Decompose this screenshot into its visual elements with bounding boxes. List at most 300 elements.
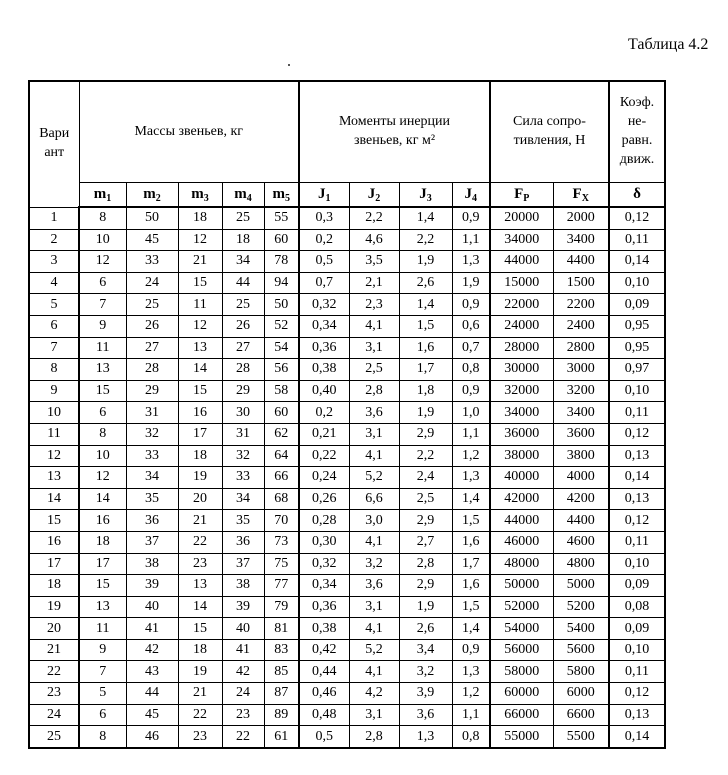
symbol-subscript: 3 <box>426 193 432 204</box>
value-cell: 75 <box>264 553 299 575</box>
value-cell: 5600 <box>553 639 609 661</box>
value-cell: 0,22 <box>299 445 349 467</box>
value-cell: 31 <box>222 423 264 445</box>
value-cell: 25 <box>126 294 178 316</box>
value-cell: 4800 <box>553 553 609 575</box>
value-cell: 9 <box>79 639 126 661</box>
value-cell: 0,14 <box>609 251 665 273</box>
value-cell: 38000 <box>490 445 553 467</box>
value-cell: 8 <box>79 423 126 445</box>
value-cell: 21 <box>178 510 222 532</box>
value-cell: 27 <box>126 337 178 359</box>
value-cell: 6 <box>79 704 126 726</box>
value-cell: 42000 <box>490 488 553 510</box>
value-cell: 22 <box>178 704 222 726</box>
value-cell: 0,34 <box>299 315 349 337</box>
table-row <box>29 683 665 705</box>
value-cell: 0,10 <box>609 553 665 575</box>
value-cell: 1,2 <box>452 683 490 705</box>
value-cell: 15 <box>79 575 126 597</box>
value-cell: 3,6 <box>349 402 399 424</box>
value-cell: 14 <box>79 488 126 510</box>
parameters-table <box>28 80 666 749</box>
value-cell: 64 <box>264 445 299 467</box>
variant-cell: 2 <box>29 229 79 251</box>
value-cell: 2,9 <box>399 575 452 597</box>
value-cell: 1,4 <box>399 207 452 229</box>
value-cell: 2,6 <box>399 618 452 640</box>
value-cell: 15000 <box>490 272 553 294</box>
header-symbol <box>222 183 264 208</box>
value-cell: 1,9 <box>399 402 452 424</box>
value-cell: 79 <box>264 596 299 618</box>
value-cell: 0,11 <box>609 661 665 683</box>
symbol-base: m <box>143 186 156 202</box>
header-inertia: Моменты инерции звеньев, кг м² <box>299 81 490 183</box>
value-cell: 0,12 <box>609 510 665 532</box>
value-cell: 24000 <box>490 315 553 337</box>
value-cell: 1,5 <box>452 596 490 618</box>
value-cell: 17 <box>178 423 222 445</box>
value-cell: 0,12 <box>609 683 665 705</box>
table-row <box>29 423 665 445</box>
value-cell: 0,36 <box>299 337 349 359</box>
value-cell: 0,38 <box>299 359 349 381</box>
value-cell: 1,6 <box>399 337 452 359</box>
symbol-base: m <box>191 186 204 202</box>
value-cell: 0,42 <box>299 639 349 661</box>
value-cell: 3,4 <box>399 639 452 661</box>
value-cell: 3200 <box>553 380 609 402</box>
value-cell: 11 <box>178 294 222 316</box>
variant-cell: 4 <box>29 272 79 294</box>
symbol-base: m <box>93 186 107 202</box>
value-cell: 46 <box>126 726 178 748</box>
variant-cell: 14 <box>29 488 79 510</box>
table-row <box>29 207 665 229</box>
value-cell: 28 <box>126 359 178 381</box>
symbol-subscript: P <box>523 193 530 204</box>
table-row <box>29 294 665 316</box>
value-cell: 0,46 <box>299 683 349 705</box>
value-cell: 30000 <box>490 359 553 381</box>
value-cell: 2000 <box>553 207 609 229</box>
value-cell: 78 <box>264 251 299 273</box>
value-cell: 1500 <box>553 272 609 294</box>
value-cell: 2200 <box>553 294 609 316</box>
value-cell: 34 <box>222 251 264 273</box>
value-cell: 0,9 <box>452 294 490 316</box>
value-cell: 87 <box>264 683 299 705</box>
value-cell: 0,95 <box>609 315 665 337</box>
value-cell: 12 <box>79 251 126 273</box>
value-cell: 0,12 <box>609 423 665 445</box>
header-row-groups <box>29 81 665 183</box>
value-cell: 8 <box>79 726 126 748</box>
header-row-symbols <box>29 183 665 208</box>
header-symbol <box>609 183 665 208</box>
header-coef: Коэф. не- равн. движ. <box>609 81 665 183</box>
value-cell: 13 <box>79 359 126 381</box>
value-cell: 6 <box>79 402 126 424</box>
value-cell: 12 <box>178 315 222 337</box>
value-cell: 4000 <box>553 467 609 489</box>
symbol-base: m <box>272 186 285 202</box>
value-cell: 2,8 <box>349 726 399 748</box>
value-cell: 0,36 <box>299 596 349 618</box>
value-cell: 3,6 <box>349 575 399 597</box>
value-cell: 2,2 <box>399 229 452 251</box>
value-cell: 2,8 <box>399 553 452 575</box>
variant-cell: 15 <box>29 510 79 532</box>
header-symbol <box>399 183 452 208</box>
value-cell: 1,9 <box>452 272 490 294</box>
value-cell: 52000 <box>490 596 553 618</box>
value-cell: 1,4 <box>399 294 452 316</box>
variant-cell: 17 <box>29 553 79 575</box>
value-cell: 3,2 <box>349 553 399 575</box>
symbol-subscript: 2 <box>375 193 381 204</box>
table-row <box>29 661 665 683</box>
value-cell: 0,12 <box>609 207 665 229</box>
value-cell: 48000 <box>490 553 553 575</box>
value-cell: 18 <box>178 445 222 467</box>
value-cell: 5500 <box>553 726 609 748</box>
value-cell: 1,3 <box>399 726 452 748</box>
value-cell: 70 <box>264 510 299 532</box>
value-cell: 3400 <box>553 402 609 424</box>
header-symbol <box>349 183 399 208</box>
value-cell: 6,6 <box>349 488 399 510</box>
value-cell: 66000 <box>490 704 553 726</box>
header-symbol <box>264 183 299 208</box>
value-cell: 0,9 <box>452 207 490 229</box>
header-symbol <box>452 183 490 208</box>
value-cell: 0,14 <box>609 467 665 489</box>
value-cell: 1,0 <box>452 402 490 424</box>
value-cell: 25 <box>222 294 264 316</box>
value-cell: 36000 <box>490 423 553 445</box>
symbol-subscript: 1 <box>106 193 112 204</box>
value-cell: 14 <box>178 596 222 618</box>
value-cell: 41 <box>126 618 178 640</box>
table-row <box>29 726 665 748</box>
value-cell: 5800 <box>553 661 609 683</box>
value-cell: 43 <box>126 661 178 683</box>
value-cell: 0,2 <box>299 402 349 424</box>
value-cell: 38 <box>222 575 264 597</box>
value-cell: 34000 <box>490 229 553 251</box>
value-cell: 56000 <box>490 639 553 661</box>
value-cell: 0,10 <box>609 639 665 661</box>
value-cell: 15 <box>178 618 222 640</box>
value-cell: 0,5 <box>299 726 349 748</box>
header-symbol <box>79 183 126 208</box>
value-cell: 41 <box>222 639 264 661</box>
value-cell: 94 <box>264 272 299 294</box>
value-cell: 18 <box>79 531 126 553</box>
header-symbol <box>490 183 553 208</box>
value-cell: 23 <box>222 704 264 726</box>
variant-cell: 25 <box>29 726 79 748</box>
value-cell: 38 <box>126 553 178 575</box>
value-cell: 28000 <box>490 337 553 359</box>
symbol-base: J <box>464 186 472 202</box>
value-cell: 3,1 <box>349 704 399 726</box>
value-cell: 73 <box>264 531 299 553</box>
value-cell: 16 <box>178 402 222 424</box>
value-cell: 5200 <box>553 596 609 618</box>
value-cell: 3600 <box>553 423 609 445</box>
value-cell: 60 <box>264 229 299 251</box>
value-cell: 2,7 <box>399 531 452 553</box>
symbol-base: J <box>318 186 326 202</box>
value-cell: 11 <box>79 337 126 359</box>
value-cell: 60000 <box>490 683 553 705</box>
value-cell: 0,6 <box>452 315 490 337</box>
value-cell: 22 <box>222 726 264 748</box>
value-cell: 42 <box>222 661 264 683</box>
value-cell: 4,1 <box>349 618 399 640</box>
value-cell: 34 <box>126 467 178 489</box>
variant-cell: 7 <box>29 337 79 359</box>
value-cell: 4,2 <box>349 683 399 705</box>
value-cell: 1,3 <box>452 467 490 489</box>
value-cell: 40 <box>222 618 264 640</box>
value-cell: 26 <box>126 315 178 337</box>
value-cell: 3400 <box>553 229 609 251</box>
value-cell: 3,2 <box>399 661 452 683</box>
variant-cell: 9 <box>29 380 79 402</box>
value-cell: 0,3 <box>299 207 349 229</box>
value-cell: 0,26 <box>299 488 349 510</box>
table-row <box>29 229 665 251</box>
value-cell: 0,44 <box>299 661 349 683</box>
value-cell: 3,1 <box>349 596 399 618</box>
table-row <box>29 315 665 337</box>
value-cell: 2,9 <box>399 510 452 532</box>
header-symbol <box>299 183 349 208</box>
value-cell: 0,48 <box>299 704 349 726</box>
variant-cell: 23 <box>29 683 79 705</box>
value-cell: 0,10 <box>609 272 665 294</box>
value-cell: 58 <box>264 380 299 402</box>
value-cell: 4,1 <box>349 315 399 337</box>
value-cell: 19 <box>178 661 222 683</box>
symbol-base: F <box>514 186 524 202</box>
value-cell: 29 <box>126 380 178 402</box>
value-cell: 52 <box>264 315 299 337</box>
table-row <box>29 553 665 575</box>
value-cell: 0,8 <box>452 726 490 748</box>
value-cell: 0,5 <box>299 251 349 273</box>
value-cell: 4200 <box>553 488 609 510</box>
value-cell: 0,38 <box>299 618 349 640</box>
header-symbol <box>553 183 609 208</box>
value-cell: 3,9 <box>399 683 452 705</box>
value-cell: 0,30 <box>299 531 349 553</box>
table-row <box>29 251 665 273</box>
value-cell: 24 <box>222 683 264 705</box>
variant-cell: 22 <box>29 661 79 683</box>
table-row <box>29 596 665 618</box>
value-cell: 50000 <box>490 575 553 597</box>
value-cell: 0,95 <box>609 337 665 359</box>
value-cell: 58000 <box>490 661 553 683</box>
value-cell: 0,32 <box>299 294 349 316</box>
value-cell: 1,9 <box>399 251 452 273</box>
value-cell: 1,1 <box>452 423 490 445</box>
table-row <box>29 510 665 532</box>
variant-cell: 16 <box>29 531 79 553</box>
value-cell: 33 <box>126 251 178 273</box>
table-caption: Таблица 4.2 <box>628 36 709 53</box>
value-cell: 3,1 <box>349 423 399 445</box>
value-cell: 22000 <box>490 294 553 316</box>
value-cell: 44000 <box>490 251 553 273</box>
value-cell: 1,7 <box>452 553 490 575</box>
symbol-subscript: 2 <box>155 193 161 204</box>
value-cell: 18 <box>178 207 222 229</box>
value-cell: 30 <box>222 402 264 424</box>
value-cell: 18 <box>178 639 222 661</box>
value-cell: 66 <box>264 467 299 489</box>
value-cell: 1,1 <box>452 704 490 726</box>
value-cell: 1,8 <box>399 380 452 402</box>
value-cell: 0,7 <box>299 272 349 294</box>
value-cell: 6600 <box>553 704 609 726</box>
value-cell: 39 <box>222 596 264 618</box>
value-cell: 20000 <box>490 207 553 229</box>
value-cell: 61 <box>264 726 299 748</box>
value-cell: 9 <box>79 315 126 337</box>
value-cell: 40000 <box>490 467 553 489</box>
value-cell: 33 <box>126 445 178 467</box>
value-cell: 45 <box>126 704 178 726</box>
header-symbol <box>126 183 178 208</box>
variant-cell: 11 <box>29 423 79 445</box>
symbol-subscript: X <box>581 193 589 204</box>
table-row <box>29 445 665 467</box>
value-cell: 34000 <box>490 402 553 424</box>
value-cell: 0,08 <box>609 596 665 618</box>
value-cell: 36 <box>222 531 264 553</box>
value-cell: 0,13 <box>609 704 665 726</box>
value-cell: 2,8 <box>349 380 399 402</box>
value-cell: 46000 <box>490 531 553 553</box>
table-body <box>29 207 665 748</box>
value-cell: 4400 <box>553 510 609 532</box>
value-cell: 1,7 <box>399 359 452 381</box>
symbol-base: δ <box>633 186 641 202</box>
value-cell: 1,1 <box>452 229 490 251</box>
variant-cell: 20 <box>29 618 79 640</box>
variant-cell: 1 <box>29 207 79 229</box>
value-cell: 7 <box>79 294 126 316</box>
table-row <box>29 272 665 294</box>
value-cell: 7 <box>79 661 126 683</box>
value-cell: 14 <box>178 359 222 381</box>
value-cell: 26 <box>222 315 264 337</box>
value-cell: 10 <box>79 445 126 467</box>
value-cell: 62 <box>264 423 299 445</box>
value-cell: 0,32 <box>299 553 349 575</box>
value-cell: 44 <box>126 683 178 705</box>
value-cell: 2,4 <box>399 467 452 489</box>
value-cell: 4,1 <box>349 531 399 553</box>
value-cell: 0,10 <box>609 380 665 402</box>
scan-speck <box>288 64 290 66</box>
value-cell: 2800 <box>553 337 609 359</box>
value-cell: 24 <box>126 272 178 294</box>
value-cell: 44 <box>222 272 264 294</box>
value-cell: 0,21 <box>299 423 349 445</box>
value-cell: 22 <box>178 531 222 553</box>
value-cell: 20 <box>178 488 222 510</box>
value-cell: 3,0 <box>349 510 399 532</box>
value-cell: 2,9 <box>399 423 452 445</box>
table-row <box>29 488 665 510</box>
value-cell: 0,97 <box>609 359 665 381</box>
value-cell: 12 <box>178 229 222 251</box>
header-symbol <box>178 183 222 208</box>
symbol-subscript: 4 <box>246 193 252 204</box>
table-row <box>29 639 665 661</box>
value-cell: 25 <box>222 207 264 229</box>
header-resistance: Сила сопро- тивления, Н <box>490 81 609 183</box>
value-cell: 3,5 <box>349 251 399 273</box>
value-cell: 1,6 <box>452 531 490 553</box>
value-cell: 50 <box>126 207 178 229</box>
symbol-subscript: 4 <box>472 193 477 204</box>
value-cell: 77 <box>264 575 299 597</box>
table-row <box>29 359 665 381</box>
variant-cell: 12 <box>29 445 79 467</box>
value-cell: 2,2 <box>399 445 452 467</box>
value-cell: 23 <box>178 726 222 748</box>
value-cell: 33 <box>222 467 264 489</box>
value-cell: 3,1 <box>349 337 399 359</box>
table-row <box>29 380 665 402</box>
value-cell: 12 <box>79 467 126 489</box>
value-cell: 1,3 <box>452 661 490 683</box>
value-cell: 32 <box>222 445 264 467</box>
table-row <box>29 467 665 489</box>
value-cell: 15 <box>178 272 222 294</box>
value-cell: 2,2 <box>349 207 399 229</box>
value-cell: 0,11 <box>609 229 665 251</box>
symbol-base: F <box>572 186 582 202</box>
value-cell: 68 <box>264 488 299 510</box>
value-cell: 11 <box>79 618 126 640</box>
value-cell: 37 <box>222 553 264 575</box>
variant-cell: 8 <box>29 359 79 381</box>
value-cell: 3,6 <box>399 704 452 726</box>
value-cell: 19 <box>178 467 222 489</box>
value-cell: 0,9 <box>452 380 490 402</box>
value-cell: 4,1 <box>349 445 399 467</box>
value-cell: 83 <box>264 639 299 661</box>
value-cell: 4,1 <box>349 661 399 683</box>
value-cell: 2400 <box>553 315 609 337</box>
value-cell: 45 <box>126 229 178 251</box>
value-cell: 6 <box>79 272 126 294</box>
value-cell: 35 <box>126 488 178 510</box>
value-cell: 8 <box>79 207 126 229</box>
value-cell: 0,11 <box>609 402 665 424</box>
table-row <box>29 402 665 424</box>
variant-cell: 3 <box>29 251 79 273</box>
